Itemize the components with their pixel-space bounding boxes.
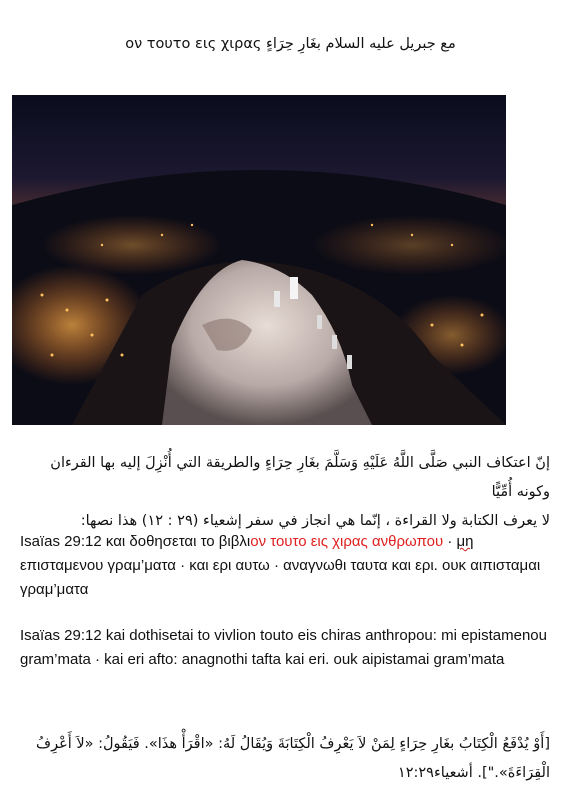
greek-verse-highlight: ον τουτο εις χιρας ανθρωπου: [250, 533, 444, 550]
greek-verse-start: Isaïas 29:12 και δοθησεται το βιβλι: [20, 533, 251, 550]
arabic-intro-line-1: إنّ اعتكاف النبي صَلَّى اللَّهُ عَلَيْهِ وَسَلَّمَ بغَارِ حِرَاءٍ والطريقة التي أُنْزِلَ إليه بها القرءان وكونه أُمِّيًّا: [50, 455, 550, 500]
header-line: [0, 34, 581, 54]
arabic-intro-line-2: لا يعرف الكتابة ولا القراءة ، إنّما هي انجاز في سفر إشعياء (٢٩ : ١٢) هذا نصها:: [80, 513, 550, 529]
header-greek: ον τουτο εις χιρας: [125, 36, 262, 52]
header-arabic: مع جبريل عليه السلام بغَارِ حِرَاءٍ: [266, 36, 456, 52]
transliteration-paragraph: Isaïas 29:12 kai dothisetai to vivlion touto eis chiras anthropou: mi epistamenou gram’mata · kai eri afto: anagnothi tafta kai eri. ouk aipistamai gram’mata: [20, 627, 547, 668]
greek-verse-rest: επισταμενου γραμ’ματα · και ερι αυτω · αναγνωθι ταυτα και ερι. ουκ αιπισταμαι γραμ’ματα: [20, 557, 541, 598]
arabic-verse-paragraph: [20, 730, 550, 788]
arabic-intro-paragraph: [20, 449, 550, 536]
cave-hira-night-photo: [12, 95, 506, 425]
arabic-verse-line-1: [أَوْ يُدْفَعُ الْكِتَابُ بغَارِ حِرَاءٍ لِمَنْ لاَ يَعْرِفُ الْكِتَابَةَ وَيُقَالُ لَهُ: «اقْرَأْ هذَا». فَيَقُولُ: «لاَ أَعْرِفُ: [36, 736, 550, 752]
greek-verse-spellcheck-word: μη: [456, 533, 474, 550]
greek-verse-paragraph: [20, 530, 560, 602]
arabic-verse-line-2: الْقِرَاءَةَ»."]. أشعياء١٢:٢٩: [397, 765, 550, 781]
greek-verse-sep: ·: [443, 533, 457, 550]
photo-illustration: [12, 95, 506, 425]
